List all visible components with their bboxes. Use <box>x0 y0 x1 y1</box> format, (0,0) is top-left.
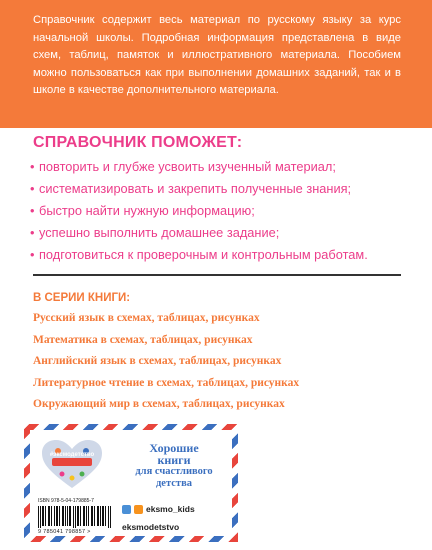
intro-text: Справочник содержит весь материал по русскому языку за курс начальной школы. Подробная информация представлена в виде схем, таблиц, памяток и иллюстративного материала. Пособием можно пользоваться как при выполнении домашних заданий, так и в школе в качестве дополнительного материала. <box>33 14 401 97</box>
series-title: В СЕРИИ КНИГИ: <box>33 292 131 304</box>
divider <box>33 274 401 276</box>
list-item <box>30 200 368 222</box>
heart-label: #эксмодетство <box>49 452 95 458</box>
vk-icon <box>122 505 131 514</box>
bullet-icon: • <box>30 247 35 262</box>
series-book: Окружающий мир в схемах, таблицах, рисунках <box>33 398 285 410</box>
social-row <box>122 502 195 516</box>
series-book: Английский язык в схемах, таблицах, рисунках <box>33 355 282 367</box>
list-item-text: подготовиться к проверочным и контрольным работам. <box>39 247 368 262</box>
card-inner <box>30 430 232 536</box>
list-item-text: быстро найти нужную информацию; <box>39 203 255 218</box>
barcode-number: 9 785041 798857 > <box>38 529 91 535</box>
list-item-text: повторить и глубже усвоить изученный материал; <box>39 159 336 174</box>
slogan-line: книги <box>157 453 191 467</box>
ok-icon <box>134 505 143 514</box>
list-item <box>30 244 368 266</box>
helps-title: СПРАВОЧНИК ПОМОЖЕТ: <box>33 134 243 151</box>
barcode-icon <box>38 506 112 528</box>
series-book: Литературное чтение в схемах, таблицах, рисунках <box>33 376 300 389</box>
social-links <box>122 502 195 538</box>
slogan-line: для счастливого <box>135 466 213 477</box>
series-book: Русский язык в схемах, таблицах, рисунках <box>33 312 260 324</box>
bullet-icon: • <box>30 181 35 196</box>
social-handle: eksmodetstvo <box>122 522 180 532</box>
list-item <box>30 222 368 244</box>
series-list <box>33 308 299 416</box>
social-row <box>122 520 195 534</box>
helps-list <box>30 156 368 266</box>
list-item-text: систематизировать и закрепить полученные знания; <box>39 181 352 196</box>
isbn: ISBN 978-5-04-179885-7 <box>38 498 94 504</box>
bullet-icon: • <box>30 203 35 218</box>
list-item <box>30 156 368 178</box>
bullet-icon: • <box>30 159 35 174</box>
heart-logo-icon <box>40 438 104 490</box>
bullet-icon: • <box>30 225 35 240</box>
slogan-line: Хорошие <box>149 441 199 455</box>
envelope-card <box>24 424 238 542</box>
intro-banner <box>0 0 432 128</box>
social-handle: eksmo_kids <box>146 504 195 514</box>
slogan <box>118 442 230 490</box>
slogan-line: детства <box>156 478 192 489</box>
list-item <box>30 178 368 200</box>
list-item-text: успешно выполнить домашнее задание; <box>39 225 280 240</box>
series-book: Математика в схемах, таблицах, рисунках <box>33 333 253 346</box>
